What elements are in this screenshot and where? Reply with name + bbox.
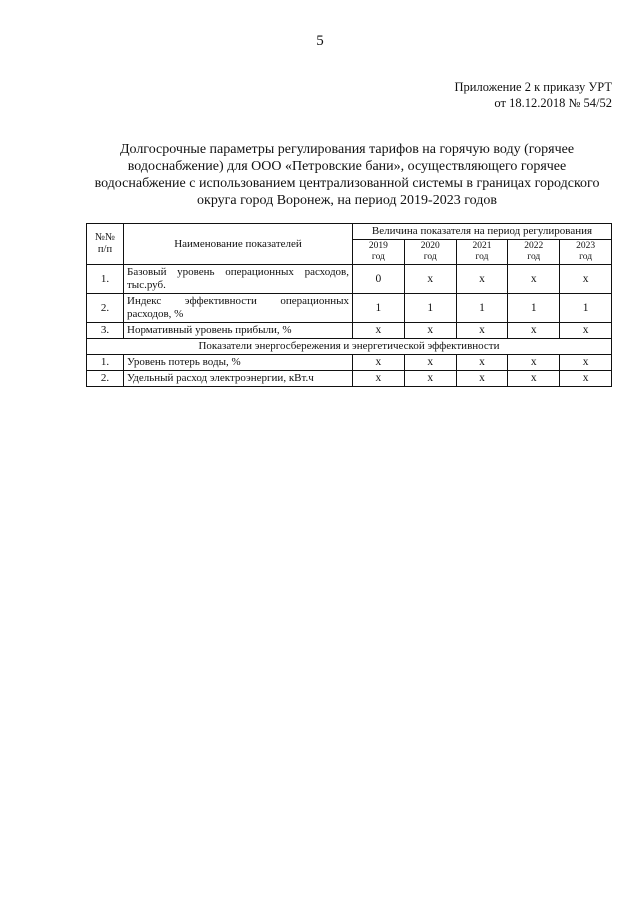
year-header-2022 [508,240,560,265]
value-2020: x [404,371,456,387]
value-2023: x [560,355,612,371]
row-number: 1. [87,265,124,294]
year-header-2023 [560,240,612,265]
value-2023: x [560,323,612,339]
number-column-header: №№ п/п [87,224,124,265]
year-label: 2021 [472,241,492,251]
section-title: Показатели энергосбережения и энергетической эффективности [87,339,612,355]
value-2019: x [353,371,405,387]
value-2022: x [508,265,560,294]
value-2020: 1 [404,294,456,323]
value-2020: x [404,355,456,371]
year-unit: год [475,252,489,262]
value-2023: x [560,371,612,387]
year-label: 2022 [524,241,544,251]
value-2019: 0 [353,265,405,294]
value-2022: x [508,355,560,371]
year-header-2020 [404,240,456,265]
table-row [87,323,612,339]
row-name: Базовый уровень операционных расходов, тыс.руб. [124,265,353,294]
year-unit: год [423,252,437,262]
year-unit: год [371,252,385,262]
row-name: Уровень потерь воды, % [124,355,353,371]
value-2020: x [404,323,456,339]
document-title: Долгосрочные параметры регулирования тарифов на горячую воду (горячее водоснабжение) для ООО «Петровские бани», осуществляющего горячее водоснабжение с использованием централизованной системы в границах городского округа город Воронеж, на период 2019-2023 годов [94,142,600,208]
value-2020: x [404,265,456,294]
table-row [87,371,612,387]
value-2021: x [456,265,508,294]
value-2023: 1 [560,294,612,323]
value-column-header: Величина показателя на период регулирования [353,224,612,240]
table-row [87,355,612,371]
value-2022: x [508,371,560,387]
page-number: 5 [316,33,324,49]
row-number: 1. [87,355,124,371]
year-header-2021 [456,240,508,265]
row-number: 2. [87,294,124,323]
table-row [87,294,612,323]
value-2022: 1 [508,294,560,323]
parameters-table [86,223,612,387]
value-2019: x [353,355,405,371]
value-2019: x [353,323,405,339]
row-name: Индекс эффективности операционных расходов, % [124,294,353,323]
year-unit: год [527,252,541,262]
name-column-header: Наименование показателей [124,224,353,265]
appendix-reference [455,79,613,111]
row-name: Удельный расход электроэнергии, кВт.ч [124,371,353,387]
value-2021: 1 [456,294,508,323]
value-2019: 1 [353,294,405,323]
appendix-line-2: от 18.12.2018 № 54/52 [494,96,612,110]
year-label: 2020 [420,241,440,251]
year-header-2019 [353,240,405,265]
year-label: 2019 [368,241,388,251]
section-header-row [87,339,612,355]
row-name: Нормативный уровень прибыли, % [124,323,353,339]
year-unit: год [579,252,593,262]
table-row [87,265,612,294]
header-row [87,224,612,240]
year-label: 2023 [576,241,596,251]
appendix-line-1: Приложение 2 к приказу УРТ [454,80,612,94]
value-2023: x [560,265,612,294]
value-2022: x [508,323,560,339]
row-number: 2. [87,371,124,387]
value-2021: x [456,323,508,339]
value-2021: x [456,355,508,371]
row-number: 3. [87,323,124,339]
value-2021: x [456,371,508,387]
